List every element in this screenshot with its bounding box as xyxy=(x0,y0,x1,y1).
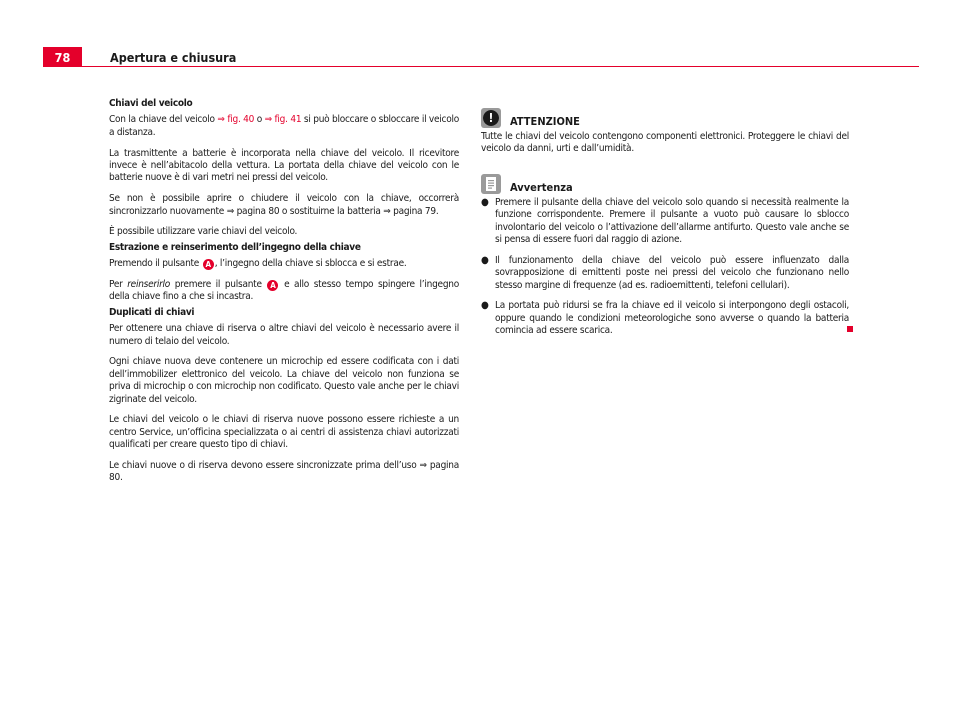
note-header xyxy=(481,172,849,194)
heading-key-bit: Estrazione e reinserimento dell’ingegno della chiave xyxy=(109,241,361,253)
header-rule xyxy=(82,66,919,68)
page-number: 78 xyxy=(43,47,82,67)
text: Premendo il pulsante xyxy=(109,258,202,270)
paragraph-microchip: Ogni chiave nuova deve contenere un microchip ed essere codificata con i dati dell’immobilizer elettronico del veicolo. La chiave del veicolo non funziona se priva di microchip o con microchip non codificato. Questo vale anche per le chiavi zigrinate del veicolo. xyxy=(109,356,459,405)
heading-duplicates: Duplicati di chiavi xyxy=(109,306,195,318)
text: Per xyxy=(109,279,128,291)
heading-vehicle-keys: Chiavi del veicolo xyxy=(109,98,193,109)
text: , l’ingegno della chiave si sblocca e si estrae. xyxy=(214,258,407,270)
paragraph-reinsert xyxy=(109,279,459,304)
bullet-glyph: ● xyxy=(481,196,489,208)
warning-text: Tutte le chiavi del veicolo contengono componenti elettronici. Proteggere le chiavi del veicolo da danni, urti e dall’umidità. xyxy=(481,131,849,155)
paragraph-service: Le chiavi del veicolo o le chiavi di riserva nuove possono essere richieste a un centro Service, un’officina specializzata o ai centri di assistenza chiavi autorizzati qualificati per creare questo tipo di chiavi. xyxy=(109,414,459,451)
paragraph-spare-key: Per ottenere una chiave di riserva o altre chiavi del veicolo è necessario avere il numero di telaio del veicolo. xyxy=(109,323,459,347)
left-column xyxy=(109,98,459,493)
text: premere il pulsante xyxy=(170,279,267,291)
bullet-glyph: ● xyxy=(481,300,489,312)
button-a-marker: A xyxy=(203,259,214,270)
paragraph-intro xyxy=(109,114,459,139)
paragraph-transmitter: La trasmittente a batterie è incorporata nella chiave del veicolo. Il ricevitore invece è nell’abitacolo della vettura. La portata della chiave del veicolo con le batterie nuove è di vari metri nei pressi del veicolo. xyxy=(109,147,459,184)
emphasis: reinserirlo xyxy=(127,279,171,291)
warning-header xyxy=(481,106,849,128)
chapter-title: Apertura e chiusura xyxy=(110,50,237,65)
bullet-text: Il funzionamento della chiave del veicolo può essere influenzato dalla sovrapposizione di emittenti poste nei pressi del veicolo che funzionano nello stesso margine di frequenze (ad es. radioemittenti, telefoni cellulari). xyxy=(495,254,849,291)
bullet-glyph: ● xyxy=(481,254,489,266)
bullet-text: Premere il pulsante della chiave del veicolo solo quando si necessità realmente la funzione corrispondente. Premere il pulsante a vuoto può causare lo sblocco involontario del veicolo o l’attivazione dell’allarme antifurto. Questo vale anche se si pensa di essere fuori dal raggio di azione. xyxy=(495,196,849,246)
text: Con la chiave del veicolo xyxy=(109,114,218,126)
exclamation-icon: ! xyxy=(481,108,501,128)
right-column xyxy=(481,106,849,346)
paragraph-multiple-keys: È possibile utilizzare varie chiavi del veicolo. xyxy=(109,226,298,238)
list-item xyxy=(481,255,849,292)
text: e allo stesso tempo spingere l’ingegno della chiave fino a che si incastra. xyxy=(109,279,459,303)
fig-40-link[interactable]: ⇒ fig. 40 xyxy=(217,114,255,126)
warning-title: ATTENZIONE xyxy=(510,115,580,128)
text: si può bloccare o sbloccare il veicolo a distanza. xyxy=(109,114,459,138)
page-header xyxy=(43,47,919,67)
note-title: Avvertenza xyxy=(510,180,573,194)
paragraph-extract xyxy=(109,258,459,270)
list-item xyxy=(481,300,849,337)
note-document-icon xyxy=(481,174,501,194)
button-a-marker: A xyxy=(267,280,278,291)
list-item xyxy=(481,197,849,247)
paragraph-new-keys: Le chiavi nuove o di riserva devono essere sincronizzate prima dell’uso ⇒ pagina 80. xyxy=(109,460,459,484)
paragraph-sync: Se non è possibile aprire o chiudere il veicolo con la chiave, occorrerà sincronizzarlo nuovamente ⇒ pagina 80 o sostituirne la batteria ⇒ pagina 79. xyxy=(109,193,459,217)
section-end-marker xyxy=(847,326,853,332)
bullet-text: La portata può ridursi se fra la chiave ed il veicolo si interpongono degli ostacoli, oppure quando le condizioni meteorologiche sono avverse o quando la batteria comincia ad essere scarica. xyxy=(495,300,849,337)
fig-41-link[interactable]: ⇒ fig. 41 xyxy=(264,114,302,126)
text: o xyxy=(254,114,265,126)
